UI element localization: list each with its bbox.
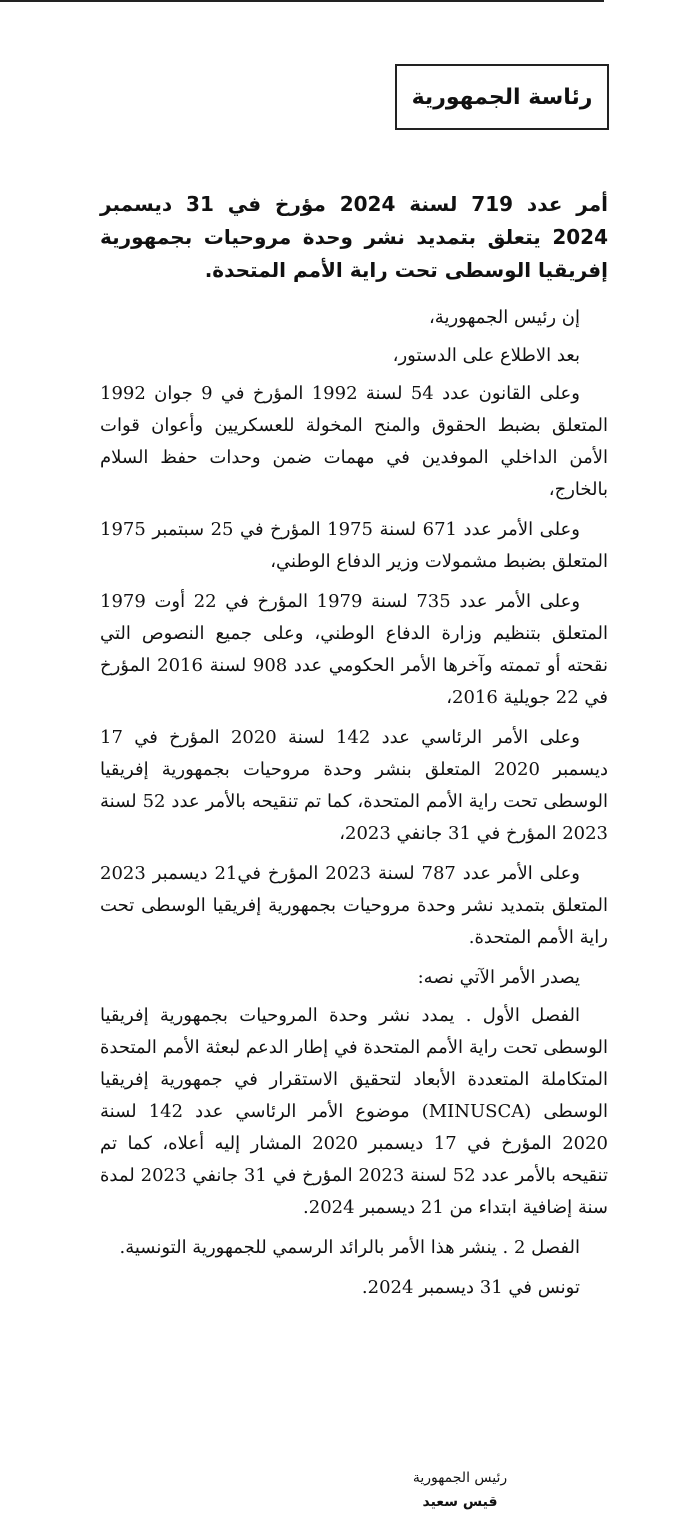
article-2: الفصل 2 . ينشر هذا الأمر بالرائد الرسمي للجمهورية التونسية. xyxy=(119,1237,580,1258)
paragraph-order-787-2023: وعلى الأمر عدد 787 لسنة 2023 المؤرخ في21 ديسمبر 2023 المتعلق بتمديد نشر وحدة مروحيات بجمهورية إفريقيا الوسطى تحت راية الأمم المتحدة. xyxy=(100,863,608,948)
top-divider xyxy=(0,0,604,2)
paragraph-order-671-1975: وعلى الأمر عدد 671 لسنة 1975 المؤرخ في 25 سبتمبر 1975 المتعلق بضبط مشمولات وزير الدفاع الوطني، xyxy=(100,519,608,572)
paragraph-preamble: إن رئيس الجمهورية، xyxy=(428,307,580,328)
decree-document xyxy=(100,188,608,1304)
article-1: الفصل الأول . يمدد نشر وحدة المروحيات بجمهورية إفريقيا الوسطى تحت راية الأمم المتحدة في إطار الدعم لبعثة الأمم المتحدة المتكاملة المتعددة الأبعاد لتحقيق الاستقرار في جمهورية إفريقيا الوسطى (MINUSCA) موضوع الأمر الرئاسي عدد 142 لسنة 2020 المؤرخ في 17 ديسمبر 2020 المشار إليه أعلاه، كما تم تنقيحه بالأمر عدد 52 لسنة 2023 المؤرخ في 31 جانفي 2023 لمدة سنة إضافية ابتداء من 21 ديسمبر 2024. xyxy=(100,1005,608,1218)
paragraph-order-142-2020: وعلى الأمر الرئاسي عدد 142 لسنة 2020 المؤرخ في 17 ديسمبر 2020 المتعلق بنشر وحدة مروحيات بجمهورية إفريقيا الوسطى تحت راية الأمم المتحدة، كما تم تنقيحه بالأمر عدد 52 لسنة 2023 المؤرخ في 31 جانفي 2023، xyxy=(100,727,608,844)
decree-title: أمر عدد 719 لسنة 2024 مؤرخ في 31 ديسمبر 2024 يتعلق بتمديد نشر وحدة مروحيات بجمهورية إفريقيا الوسطى تحت راية الأمم المتحدة. xyxy=(100,192,608,282)
header-title: رئاسة الجمهورية xyxy=(411,84,593,110)
place-date: تونس في 31 ديسمبر 2024. xyxy=(361,1277,580,1298)
paragraph-order-735-1979: وعلى الأمر عدد 735 لسنة 1979 المؤرخ في 22 أوت 1979 المتعلق بتنظيم وزارة الدفاع الوطني، وعلى جميع النصوص التي نقحته أو تممته وآخرها الأمر الحكومي عدد 908 لسنة 2016 المؤرخ في 22 جويلية 2016، xyxy=(100,591,608,708)
paragraph-enactment: يصدر الأمر الآتي نصه: xyxy=(417,967,580,988)
header-box xyxy=(395,64,609,130)
signature-name: قيس سعيد xyxy=(422,1494,498,1510)
signature-block xyxy=(380,1466,540,1514)
signature-role: رئيس الجمهورية xyxy=(412,1470,508,1486)
paragraph-law-54-1992: وعلى القانون عدد 54 لسنة 1992 المؤرخ في 9 جوان 1992 المتعلق بضبط الحقوق والمنح المخولة للعسكريين وأعوان قوات الأمن الداخلي الموفدين في مهمات ضمن وحدات حفظ السلام بالخارج، xyxy=(100,383,608,500)
paragraph-constitution: بعد الاطلاع على الدستور، xyxy=(392,345,580,366)
